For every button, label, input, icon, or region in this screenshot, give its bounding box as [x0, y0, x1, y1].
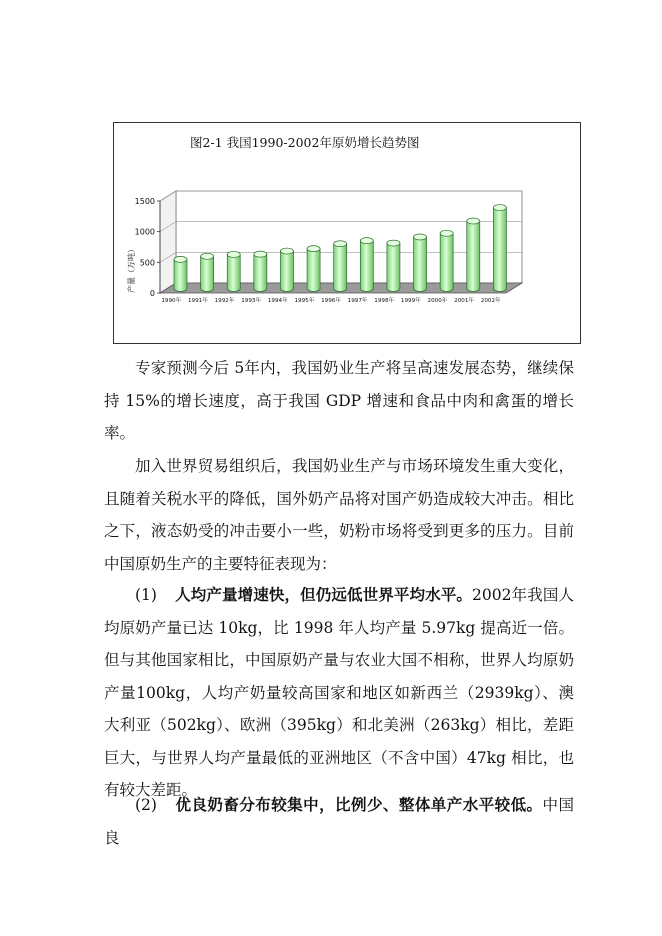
bar-1990年 [174, 256, 187, 291]
x-tick-label: 1999年 [400, 298, 421, 304]
bar-body [280, 251, 293, 291]
x-tick-label: 1992年 [214, 298, 235, 304]
y-tick-label: 1500 [134, 197, 155, 206]
bar-2002年 [493, 205, 506, 292]
bar-body [414, 237, 427, 292]
x-tick-label: 2002年 [480, 298, 501, 304]
bar-1992年 [227, 251, 240, 291]
bar-top [201, 253, 214, 259]
bar-1994年 [280, 248, 293, 291]
y-tick-label: 1000 [134, 227, 155, 237]
x-tick-label: 1994年 [267, 298, 288, 304]
bar-2001年 [467, 218, 480, 291]
paragraph-forecast: 专家预测今后 5年内，我国奶业生产将呈高速发展态势，继续保持 15%的增长速度，高于我国 GDP 增速和食品中肉和禽蛋的增长率。 [104, 359, 574, 442]
paragraph-point-1 [104, 579, 574, 807]
bar-top [174, 256, 187, 262]
bar-top [387, 240, 400, 246]
bar-body [467, 221, 480, 291]
point-1-heading: 人均产量增速快，但仍远低世界平均水平。 [175, 585, 473, 604]
bar-body [174, 259, 187, 291]
x-tick-label: 1995年 [294, 298, 315, 304]
x-tick-label: 2000年 [427, 298, 448, 304]
bar-body [227, 254, 240, 291]
bar-top [360, 238, 373, 244]
bar-body [493, 208, 506, 292]
x-tick-label: 2001年 [454, 298, 474, 304]
x-tick-label: 1990年 [161, 298, 182, 304]
bar-body [334, 244, 347, 292]
bar-1993年 [254, 251, 267, 291]
bar-1999年 [414, 234, 427, 292]
bar-top [254, 251, 267, 257]
bar-1997年 [360, 238, 373, 292]
x-tick-label: 1996年 [321, 298, 341, 304]
bar-body [201, 256, 214, 291]
bar-top [334, 241, 347, 247]
bar-top [307, 246, 320, 252]
x-tick-label: 1998年 [374, 298, 395, 304]
chart-title: 图2-1 我国1990-2002年原奶增长趋势图 [190, 135, 420, 150]
bar-top [493, 205, 506, 211]
chart-frame [113, 122, 581, 344]
bar-body [254, 254, 267, 291]
bar-1998年 [387, 240, 400, 291]
bar-chart [114, 123, 580, 343]
bar-top [227, 251, 240, 257]
y-tick-label: 500 [139, 258, 155, 268]
point-1-number: (1) [135, 586, 157, 604]
x-tick-label: 1991年 [188, 298, 208, 304]
y-axis-label: 产量（万吨） [127, 245, 136, 293]
bar-body [360, 241, 373, 292]
point-2-heading: 优良奶畜分布较集中，比例少、整体单产水平较低。 [175, 795, 543, 814]
bar-body [387, 243, 400, 291]
point-2-number: (2) [135, 796, 157, 814]
bar-1996年 [334, 241, 347, 292]
point-2-text: 中国良 [104, 796, 574, 847]
x-tick-label: 1997年 [347, 298, 368, 304]
paragraph-wto: 加入世界贸易组织后，我国奶业生产与市场环境发生重大变化，且随着关税水平的降低，国外奶产品将对国产奶造成较大冲击。相比之下，液态奶受的冲击要小一些，奶粉市场将受到更多的压力。目前中国原奶生产的主要特征表现为： [104, 457, 574, 573]
bar-top [467, 218, 480, 224]
paragraph-point-2 [104, 789, 574, 854]
point-1-text: 2002年我国人均原奶产量已达 10kg，比 1998 年人均产量 5.97kg 提高近一倍。但与其他国家相比，中国原奶产量与农业大国不相称，世界人均原奶产量100kg，人均产奶量较高国家和地区如新西兰（2939kg）、澳大利亚（502kg）、欧洲（395kg）和北美洲（263kg）相比，差距巨大，与世界人均产量最低的亚洲地区（不含中国）47kg 相比，也有较大差距。 [104, 586, 574, 799]
bar-top [414, 234, 427, 240]
bar-2000年 [440, 230, 453, 291]
bar-body [440, 233, 453, 291]
bar-body [307, 249, 320, 292]
bar-top [440, 230, 453, 236]
chart-side-wall [160, 191, 176, 293]
bar-1995年 [307, 246, 320, 292]
bar-top [280, 248, 293, 254]
x-tick-label: 1993年 [241, 298, 262, 304]
y-tick-label: 0 [149, 289, 155, 298]
bar-1991年 [201, 253, 214, 291]
